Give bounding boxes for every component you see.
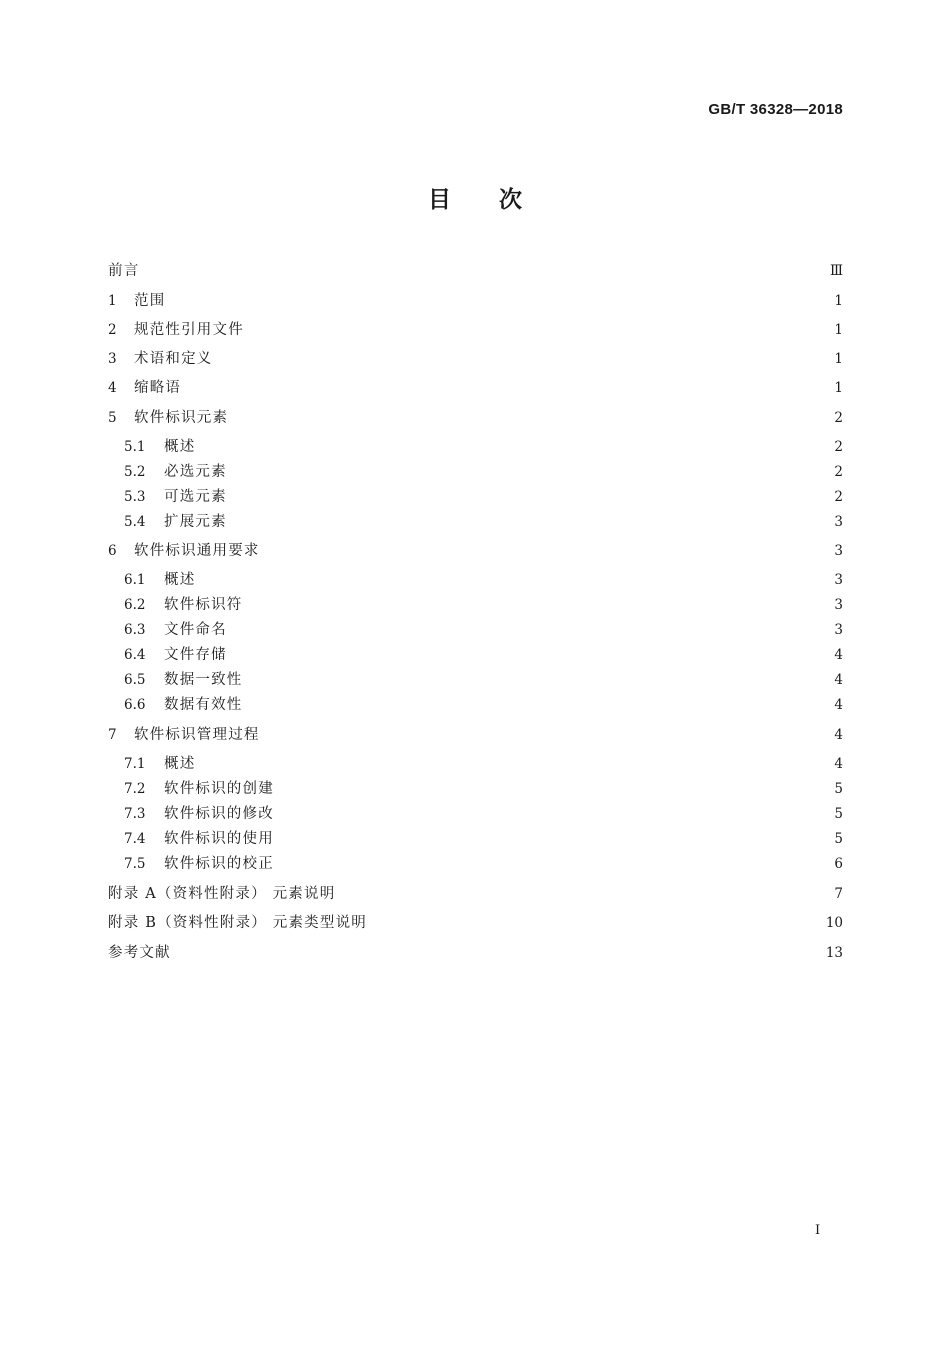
toc-dot-leader	[251, 694, 829, 716]
toc-dot-leader	[189, 377, 828, 399]
toc-entry[interactable]	[108, 540, 843, 562]
toc-dot-leader	[282, 828, 829, 850]
toc-dot-leader	[179, 942, 820, 964]
toc-entry-label: 附录 B（资料性附录） 元素类型说明	[108, 915, 367, 931]
toc-entry[interactable]	[124, 828, 843, 850]
toc-entry-label: 参考文献	[108, 945, 171, 961]
toc-entry-number: 6	[108, 543, 117, 559]
toc-entry-label: 数据一致性	[164, 672, 243, 688]
toc-dot-leader	[235, 644, 829, 666]
toc-entry[interactable]	[124, 778, 843, 800]
toc-entry-label: 必选元素	[164, 464, 227, 480]
toc-entry-page: Ⅲ	[829, 263, 843, 279]
toc-entry-label: 软件标识元素	[134, 410, 229, 426]
toc-entry[interactable]	[108, 348, 843, 370]
toc-entry-label: 软件标识的修改	[164, 806, 274, 822]
toc-entry[interactable]	[124, 619, 843, 641]
toc-entry[interactable]	[124, 753, 843, 775]
toc-entry[interactable]	[108, 290, 843, 312]
toc-entry[interactable]	[124, 694, 843, 716]
toc-entry-label: 概述	[164, 756, 196, 772]
title-char-1: 目	[428, 187, 451, 213]
toc-entry-label: 文件命名	[164, 622, 227, 638]
toc-dot-leader	[235, 511, 829, 533]
footer-page-number: I	[815, 1223, 821, 1238]
toc-entry-page: 2	[834, 464, 843, 480]
toc-entry[interactable]	[124, 486, 843, 508]
toc-entry-label: 附录 A（资料性附录） 元素说明	[108, 886, 336, 902]
toc-entry-label: 概述	[164, 439, 196, 455]
toc-dot-leader	[268, 540, 829, 562]
toc-entry[interactable]	[124, 803, 843, 825]
toc-entry-page: 2	[834, 410, 843, 426]
toc-entry-label: 可选元素	[164, 489, 227, 505]
toc-entry-number: 7.3	[124, 806, 146, 822]
toc-entry-label: 规范性引用文件	[134, 322, 244, 338]
toc-dot-leader	[235, 461, 829, 483]
toc-entry-page: 13	[825, 945, 843, 961]
toc-dot-leader	[203, 569, 828, 591]
toc-entry-page: 3	[834, 622, 843, 638]
toc-entry[interactable]	[124, 461, 843, 483]
toc-entry-label: 文件存储	[164, 647, 227, 663]
toc-entry-label: 软件标识的使用	[164, 831, 274, 847]
toc-entry-page: 4	[834, 697, 843, 713]
toc-entry-page: 4	[834, 647, 843, 663]
toc-entry-label: 范围	[134, 293, 166, 309]
toc-entry-number: 5.2	[124, 464, 146, 480]
toc-entry-page: 1	[834, 380, 843, 396]
toc-dot-leader	[282, 778, 829, 800]
toc-entry-label: 概述	[164, 572, 196, 588]
standard-code: GB/T 36328—2018	[708, 101, 843, 118]
toc-entry-page: 1	[834, 351, 843, 367]
toc-entry-label: 软件标识符	[164, 597, 243, 613]
toc-entry[interactable]	[108, 912, 843, 934]
toc-dot-leader	[203, 436, 828, 458]
toc-dot-leader	[251, 669, 829, 691]
toc-entry-number: 6.3	[124, 622, 146, 638]
toc-entry-number: 3	[108, 351, 117, 367]
toc-entry-page: 3	[834, 597, 843, 613]
toc-entry-page: 1	[834, 322, 843, 338]
toc-dot-leader	[343, 883, 828, 905]
toc-entry-page: 2	[834, 489, 843, 505]
toc-entry[interactable]	[124, 853, 843, 875]
toc-entry-page: 5	[834, 831, 843, 847]
toc-entry-page: 2	[834, 439, 843, 455]
toc-entry-page: 4	[834, 672, 843, 688]
toc-entry-number: 7.4	[124, 831, 146, 847]
toc-entry-number: 6.2	[124, 597, 146, 613]
toc-dot-leader	[203, 753, 828, 775]
toc-entry-page: 3	[834, 514, 843, 530]
toc-dot-leader	[235, 619, 829, 641]
toc-entry-page: 1	[834, 293, 843, 309]
toc-entry-page: 4	[834, 756, 843, 772]
toc-entry[interactable]	[124, 594, 843, 616]
toc-entry-label: 缩略语	[134, 380, 182, 396]
toc-entry-number: 5.4	[124, 514, 146, 530]
toc-entry-page: 10	[825, 915, 843, 931]
toc-entry-number: 5.1	[124, 439, 146, 455]
title-char-2: 次	[499, 187, 522, 213]
toc-entry[interactable]	[124, 436, 843, 458]
toc-entry-number: 2	[108, 322, 117, 338]
toc-entry[interactable]	[124, 644, 843, 666]
toc-entry-page: 3	[834, 572, 843, 588]
toc-entry-number: 6.1	[124, 572, 146, 588]
toc-entry-label: 软件标识管理过程	[134, 727, 260, 743]
toc-entry-page: 7	[834, 886, 843, 902]
page-title	[0, 181, 950, 214]
toc-dot-leader	[251, 594, 829, 616]
toc-dot-leader	[375, 912, 820, 934]
toc-entry-page: 5	[834, 806, 843, 822]
toc-entry[interactable]	[124, 569, 843, 591]
toc-entry-label: 软件标识通用要求	[134, 543, 260, 559]
toc-entry[interactable]	[108, 724, 843, 746]
toc-entry[interactable]	[108, 407, 843, 429]
toc-entry[interactable]	[124, 669, 843, 691]
toc-entry-label: 软件标识的创建	[164, 781, 274, 797]
toc-dot-leader	[282, 803, 829, 825]
toc-dot-leader	[268, 724, 829, 746]
toc-entry-label: 前言	[108, 263, 140, 279]
toc-entry[interactable]	[108, 377, 843, 399]
toc-entry-number: 6.6	[124, 697, 146, 713]
toc-entry-page: 3	[834, 543, 843, 559]
toc-dot-leader	[147, 260, 824, 282]
toc-entry-number: 6.5	[124, 672, 146, 688]
toc-entry-label: 术语和定义	[134, 351, 213, 367]
toc-entry-number: 7	[108, 727, 117, 743]
toc-dot-leader	[173, 290, 828, 312]
toc-entry-number: 5.3	[124, 489, 146, 505]
toc-entry-number: 5	[108, 410, 117, 426]
toc-entry[interactable]	[124, 511, 843, 533]
toc-entry-number: 7.2	[124, 781, 146, 797]
toc-dot-leader	[236, 407, 828, 429]
toc-dot-leader	[221, 348, 829, 370]
toc-entry[interactable]	[108, 260, 843, 282]
toc-entry-number: 4	[108, 380, 117, 396]
toc-entry-number: 7.5	[124, 856, 146, 872]
toc-entry-page: 5	[834, 781, 843, 797]
toc-entry[interactable]	[108, 883, 843, 905]
toc-entry-number: 1	[108, 293, 117, 309]
toc-entry-number: 7.1	[124, 756, 146, 772]
toc-entry[interactable]	[108, 942, 843, 964]
toc-entry-page: 6	[834, 856, 843, 872]
toc-entry-label: 数据有效性	[164, 697, 243, 713]
toc-entry-page: 4	[834, 727, 843, 743]
toc-entry-label: 扩展元素	[164, 514, 227, 530]
toc-entry-number: 6.4	[124, 647, 146, 663]
toc-dot-leader	[235, 486, 829, 508]
toc-entry-label: 软件标识的校正	[164, 856, 274, 872]
toc-dot-leader	[282, 853, 829, 875]
toc-entry[interactable]	[108, 319, 843, 341]
toc-dot-leader	[252, 319, 829, 341]
